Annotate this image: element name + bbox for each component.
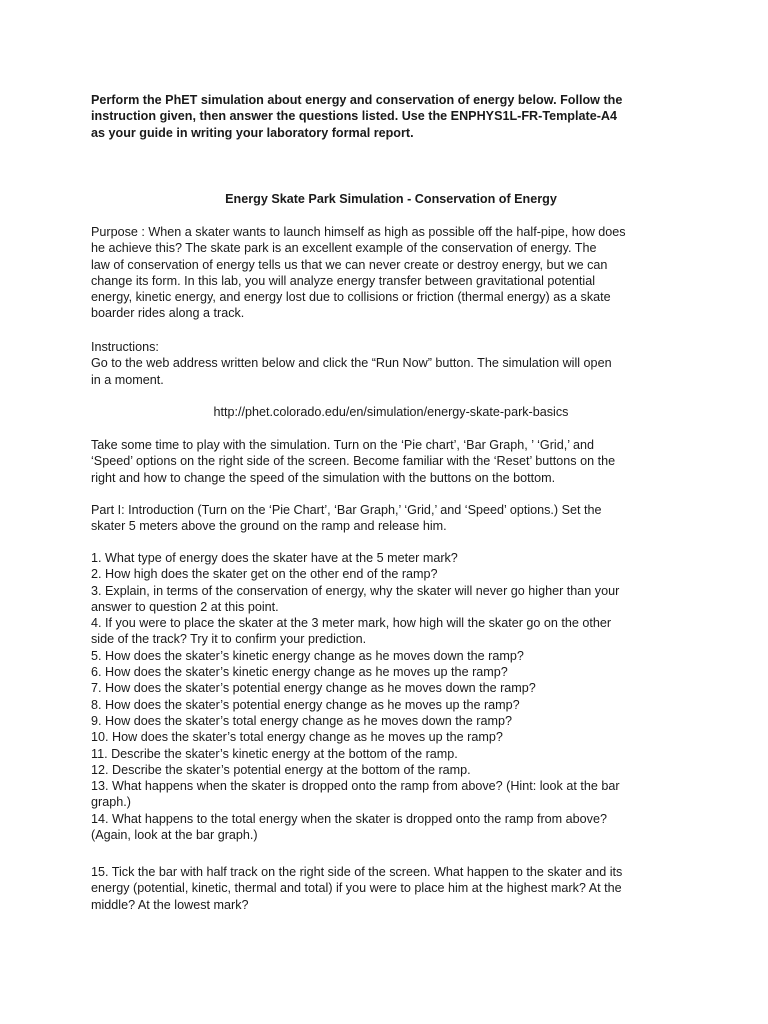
purpose-line: he achieve this? The skate park is an excellent example of the conservation of energy. The <box>91 241 597 256</box>
question-line: (Again, look at the bar graph.) <box>91 828 258 843</box>
question-line: 14. What happens to the total energy when the skater is dropped onto the ramp from above? <box>91 811 607 826</box>
intro-line: Perform the PhET simulation about energy and conservation of energy below. Follow the <box>91 93 623 107</box>
purpose-paragraph <box>91 224 691 322</box>
question-line: 7. How does the skater’s potential energy change as he moves down the ramp? <box>91 681 536 696</box>
instructions-line: Go to the web address written below and click the “Run Now” button. The simulation will open <box>91 356 612 371</box>
play-line: right and how to change the speed of the simulation with the buttons on the bottom. <box>91 470 556 485</box>
question-line: 3. Explain, in terms of the conservation of energy, why the skater will never go higher than your <box>91 583 620 598</box>
question-line: 1. What type of energy does the skater have at the 5 meter mark? <box>91 551 458 565</box>
instructions-heading: Instructions: <box>91 340 159 354</box>
question-line: 11. Describe the skater’s kinetic energy at the bottom of the ramp. <box>91 746 458 761</box>
purpose-line: change its form. In this lab, you will analyze energy transfer between gravitational potential <box>91 273 596 288</box>
question-line: 4. If you were to place the skater at the 3 meter mark, how high will the skater go on the other <box>91 616 612 631</box>
purpose-line: energy, kinetic energy, and energy lost due to collisions or friction (thermal energy) as a skate <box>91 290 611 305</box>
question-line: 9. How does the skater’s total energy change as he moves down the ramp? <box>91 713 512 728</box>
part1-intro <box>91 502 691 535</box>
question-line: 5. How does the skater’s kinetic energy change as he moves down the ramp? <box>91 648 524 663</box>
instructions-line: in a moment. <box>91 372 164 387</box>
intro-line: instruction given, then answer the questions listed. Use the ENPHYS1L-FR-Template-A4 <box>91 109 617 124</box>
intro-line: as your guide in writing your laboratory formal report. <box>91 125 414 140</box>
play-line: Take some time to play with the simulation. Turn on the ‘Pie chart’, ‘Bar Graph, ’ ‘Grid,’ and <box>91 438 595 452</box>
question-list <box>91 550 691 843</box>
q15-line: middle? At the lowest mark? <box>91 897 249 912</box>
q15-line: energy (potential, kinetic, thermal and total) if you were to place him at the highest mark? At the <box>91 881 622 896</box>
play-instructions <box>91 437 691 486</box>
play-line: ‘Speed’ options on the right side of the screen. Become familiar with the ‘Reset’ buttons on the <box>91 454 616 469</box>
question-line: 6. How does the skater’s kinetic energy change as he moves up the ramp? <box>91 665 508 680</box>
part1-line: skater 5 meters above the ground on the ramp and release him. <box>91 519 447 534</box>
question-15 <box>91 864 691 913</box>
part1-line: Part I: Introduction (Turn on the ‘Pie Chart’, ‘Bar Graph,’ ‘Grid,’ and ‘Speed’ options.) Set the <box>91 503 602 517</box>
q15-line: 15. Tick the bar with half track on the right side of the screen. What happen to the skater and its <box>91 865 623 879</box>
purpose-line: law of conservation of energy tells us that we can never create or destroy energy, but we can <box>91 257 608 272</box>
question-line: graph.) <box>91 795 131 810</box>
intro-instructions <box>91 92 691 141</box>
question-line: side of the track? Try it to confirm your prediction. <box>91 632 367 647</box>
purpose-line: Purpose : When a skater wants to launch himself as high as possible off the half-pipe, how does <box>91 225 626 239</box>
simulation-url: http://phet.colorado.edu/en/simulation/energy-skate-park-basics <box>213 405 569 419</box>
instructions-section <box>91 339 691 388</box>
document-title: Energy Skate Park Simulation - Conservation of Energy <box>225 192 557 206</box>
question-line: 12. Describe the skater’s potential energy at the bottom of the ramp. <box>91 762 471 777</box>
question-line: answer to question 2 at this point. <box>91 599 279 614</box>
question-line: 10. How does the skater’s total energy change as he moves up the ramp? <box>91 730 503 745</box>
question-line: 8. How does the skater’s potential energy change as he moves up the ramp? <box>91 697 520 712</box>
question-line: 13. What happens when the skater is dropped onto the ramp from above? (Hint: look at the bar <box>91 779 620 794</box>
purpose-line: boarder rides along a track. <box>91 306 245 321</box>
question-line: 2. How high does the skater get on the other end of the ramp? <box>91 567 438 582</box>
